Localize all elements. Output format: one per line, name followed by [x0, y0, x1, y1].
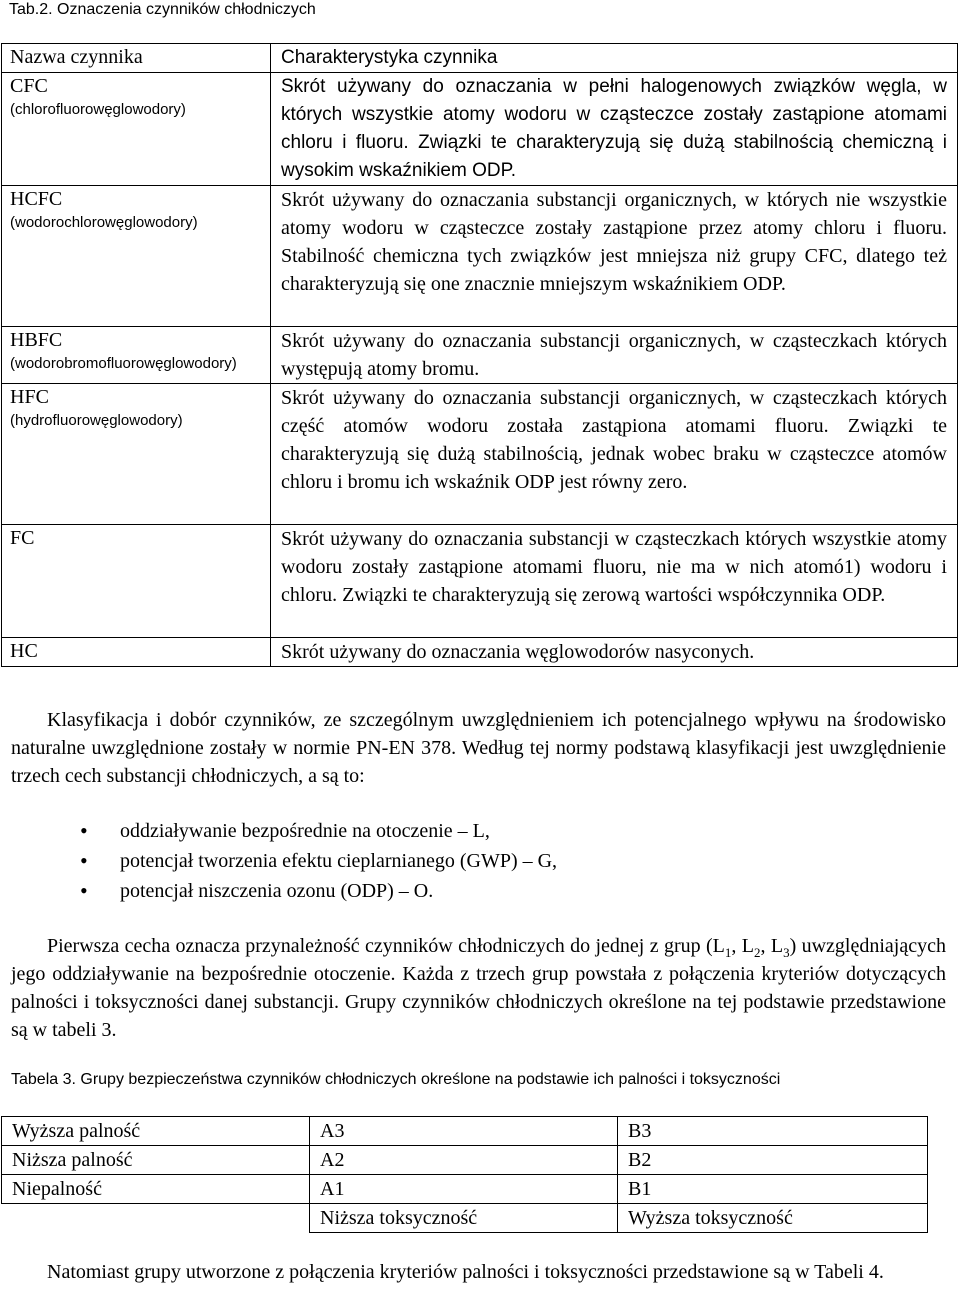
table-cell: Wyższa palność — [2, 1117, 310, 1146]
table-cell: B2 — [618, 1146, 928, 1175]
name-cell — [2, 186, 271, 327]
table-header-row — [2, 44, 958, 73]
paragraph-classification — [11, 706, 946, 790]
description-cell — [271, 384, 958, 525]
table-cell: A2 — [310, 1146, 618, 1175]
description-cell — [271, 327, 958, 384]
list-item: • potencjał niszczenia ozonu (ODP) – O. — [80, 876, 557, 906]
header-characteristic — [271, 44, 958, 73]
table-cell: B1 — [618, 1175, 928, 1204]
refrigerant-code: HC — [10, 640, 38, 662]
paragraph-classification-text: Klasyfikacja i dobór czynników, ze szczególnym uwzględnieniem ich potencjalnego wpływu na środowisko naturalne uwzględnione zostały w normie PN-EN 378. Według tej normy podstawą klasyfikacji jest uwzględnienie trzech cech substancji chłodniczych, a są to: — [11, 709, 946, 787]
refrigerant-code: FC — [10, 527, 35, 549]
table-cell: Niepalność — [2, 1175, 310, 1204]
p2-sub3: 3 — [783, 945, 790, 960]
refrigerant-description: Skrót używany do oznaczania substancji organicznych, w których nie wszystkie atomy wodoru w cząsteczce zostały zastąpione przez atomy chloru i fluoru. Stabilność chemiczna tych związków jest mniejsza niż grupy CFC, dlatego też charakteryzują się one znacznie mniejszym wskaźnikiem ODP. — [281, 189, 947, 295]
table-cell: Niższa palność — [2, 1146, 310, 1175]
name-cell — [2, 73, 271, 186]
list-item: • potencjał tworzenia efektu cieplarnianego (GWP) – G, — [80, 846, 557, 876]
table-row — [2, 1117, 928, 1146]
table-cell — [2, 1204, 310, 1233]
refrigerant-full-name: (hydrofluorowęglowodory) — [10, 412, 183, 429]
description-cell — [271, 186, 958, 327]
p2-mid2: , L — [760, 935, 784, 957]
p2-sub2: 2 — [753, 945, 761, 960]
refrigerant-full-name: (wodorobromofluorowęglowodory) — [10, 355, 237, 372]
p2-after: ) uwzględniających jego oddziaływanie na bezpośrednie otoczenie. Każda z trzech grup powstała z połączenia kryteriów dotyczących palności i toksyczności danej substancji. Grupy czynników chłodniczych określone na tej podstawie przedstawione są w tabeli 3. — [11, 935, 946, 1041]
refrigerant-code: HBFC — [10, 329, 63, 351]
description-cell — [271, 638, 958, 667]
criteria-list — [80, 816, 557, 906]
refrigerant-code: CFC — [10, 75, 48, 97]
table-row — [2, 638, 958, 667]
description-cell — [271, 73, 958, 186]
table2-caption: Tab.2. Oznaczenia czynników chłodniczych — [9, 1, 316, 18]
p2-mid1: , L — [731, 935, 754, 957]
header-name-label: Nazwa czynnika — [10, 46, 143, 68]
refrigerant-designations-table — [1, 43, 958, 667]
refrigerant-description: Skrót używany do oznaczania substancji organicznych, w cząsteczkach których część atomów wodoru została zastąpiona atomami fluoru. Związki te charakteryzują się dużą stabilnością, jednak wobec braku w cząsteczce atomów chloru i bromu ich wskaźnik ODP jest równy zero. — [281, 387, 947, 493]
refrigerant-full-name: (chlorofluorowęglowodory) — [10, 101, 186, 118]
refrigerant-description: Skrót używany do oznaczania substancji w cząsteczkach których wszystkie atomy wodoru zostały zastąpione atomami fluoru, nie ma w nich atomó1) wodoru i chloru. Związki te charakteryzują się zerową wartości współczynnika ODP. — [281, 528, 947, 606]
table-cell: A1 — [310, 1175, 618, 1204]
table-cell: A3 — [310, 1117, 618, 1146]
name-cell — [2, 384, 271, 525]
header-name — [2, 44, 271, 73]
table-row — [2, 186, 958, 327]
refrigerant-full-name: (wodorochlorowęglowodory) — [10, 214, 198, 231]
table-cell: Niższa toksyczność — [310, 1204, 618, 1233]
refrigerant-description: Skrót używany do oznaczania w pełni halogenowych związków węgla, w których wszystkie atomy wodoru w cząsteczce zostały zastąpione atomami chloru i fluoru. Związki te charakteryzują się dużą stabilnością chemiczną i wysokim wskaźnikiem ODP. — [281, 76, 947, 181]
table-row — [2, 384, 958, 525]
table-row — [2, 1146, 928, 1175]
safety-groups-table — [1, 1116, 928, 1233]
paragraph-table4-text: Natomiast grupy utworzone z połączenia kryteriów palności i toksyczności przedstawione są w Tabeli 4. — [47, 1261, 884, 1283]
table-row — [2, 327, 958, 384]
p2-sub1: 1 — [724, 945, 732, 960]
table-row — [2, 1175, 928, 1204]
paragraph-table4 — [11, 1258, 946, 1286]
description-cell — [271, 525, 958, 638]
name-cell — [2, 638, 271, 667]
refrigerant-description: Skrót używany do oznaczania węglowodorów nasyconych. — [281, 641, 755, 663]
paragraph-groups-text — [11, 932, 946, 1044]
table-row — [2, 1204, 928, 1233]
paragraph-groups — [11, 932, 946, 1044]
list-item: • oddziaływanie bezpośrednie na otoczenie – L, — [80, 816, 557, 846]
table-row — [2, 73, 958, 186]
table3-caption: Tabela 3. Grupy bezpieczeństwa czynników chłodniczych określone na podstawie ich palności i toksyczności — [11, 1071, 781, 1088]
refrigerant-description: Skrót używany do oznaczania substancji organicznych, w cząsteczkach których występują atomy bromu. — [281, 330, 947, 380]
table-row — [2, 525, 958, 638]
refrigerant-code: HFC — [10, 386, 49, 408]
table-cell: Wyższa toksyczność — [618, 1204, 928, 1233]
p2-before: Pierwsza cecha oznacza przynależność czynników chłodniczych do jednej z grup (L — [47, 935, 725, 957]
table-cell: B3 — [618, 1117, 928, 1146]
header-characteristic-label: Charakterystyka czynnika — [281, 47, 498, 68]
name-cell — [2, 525, 271, 638]
refrigerant-code: HCFC — [10, 188, 63, 210]
name-cell — [2, 327, 271, 384]
